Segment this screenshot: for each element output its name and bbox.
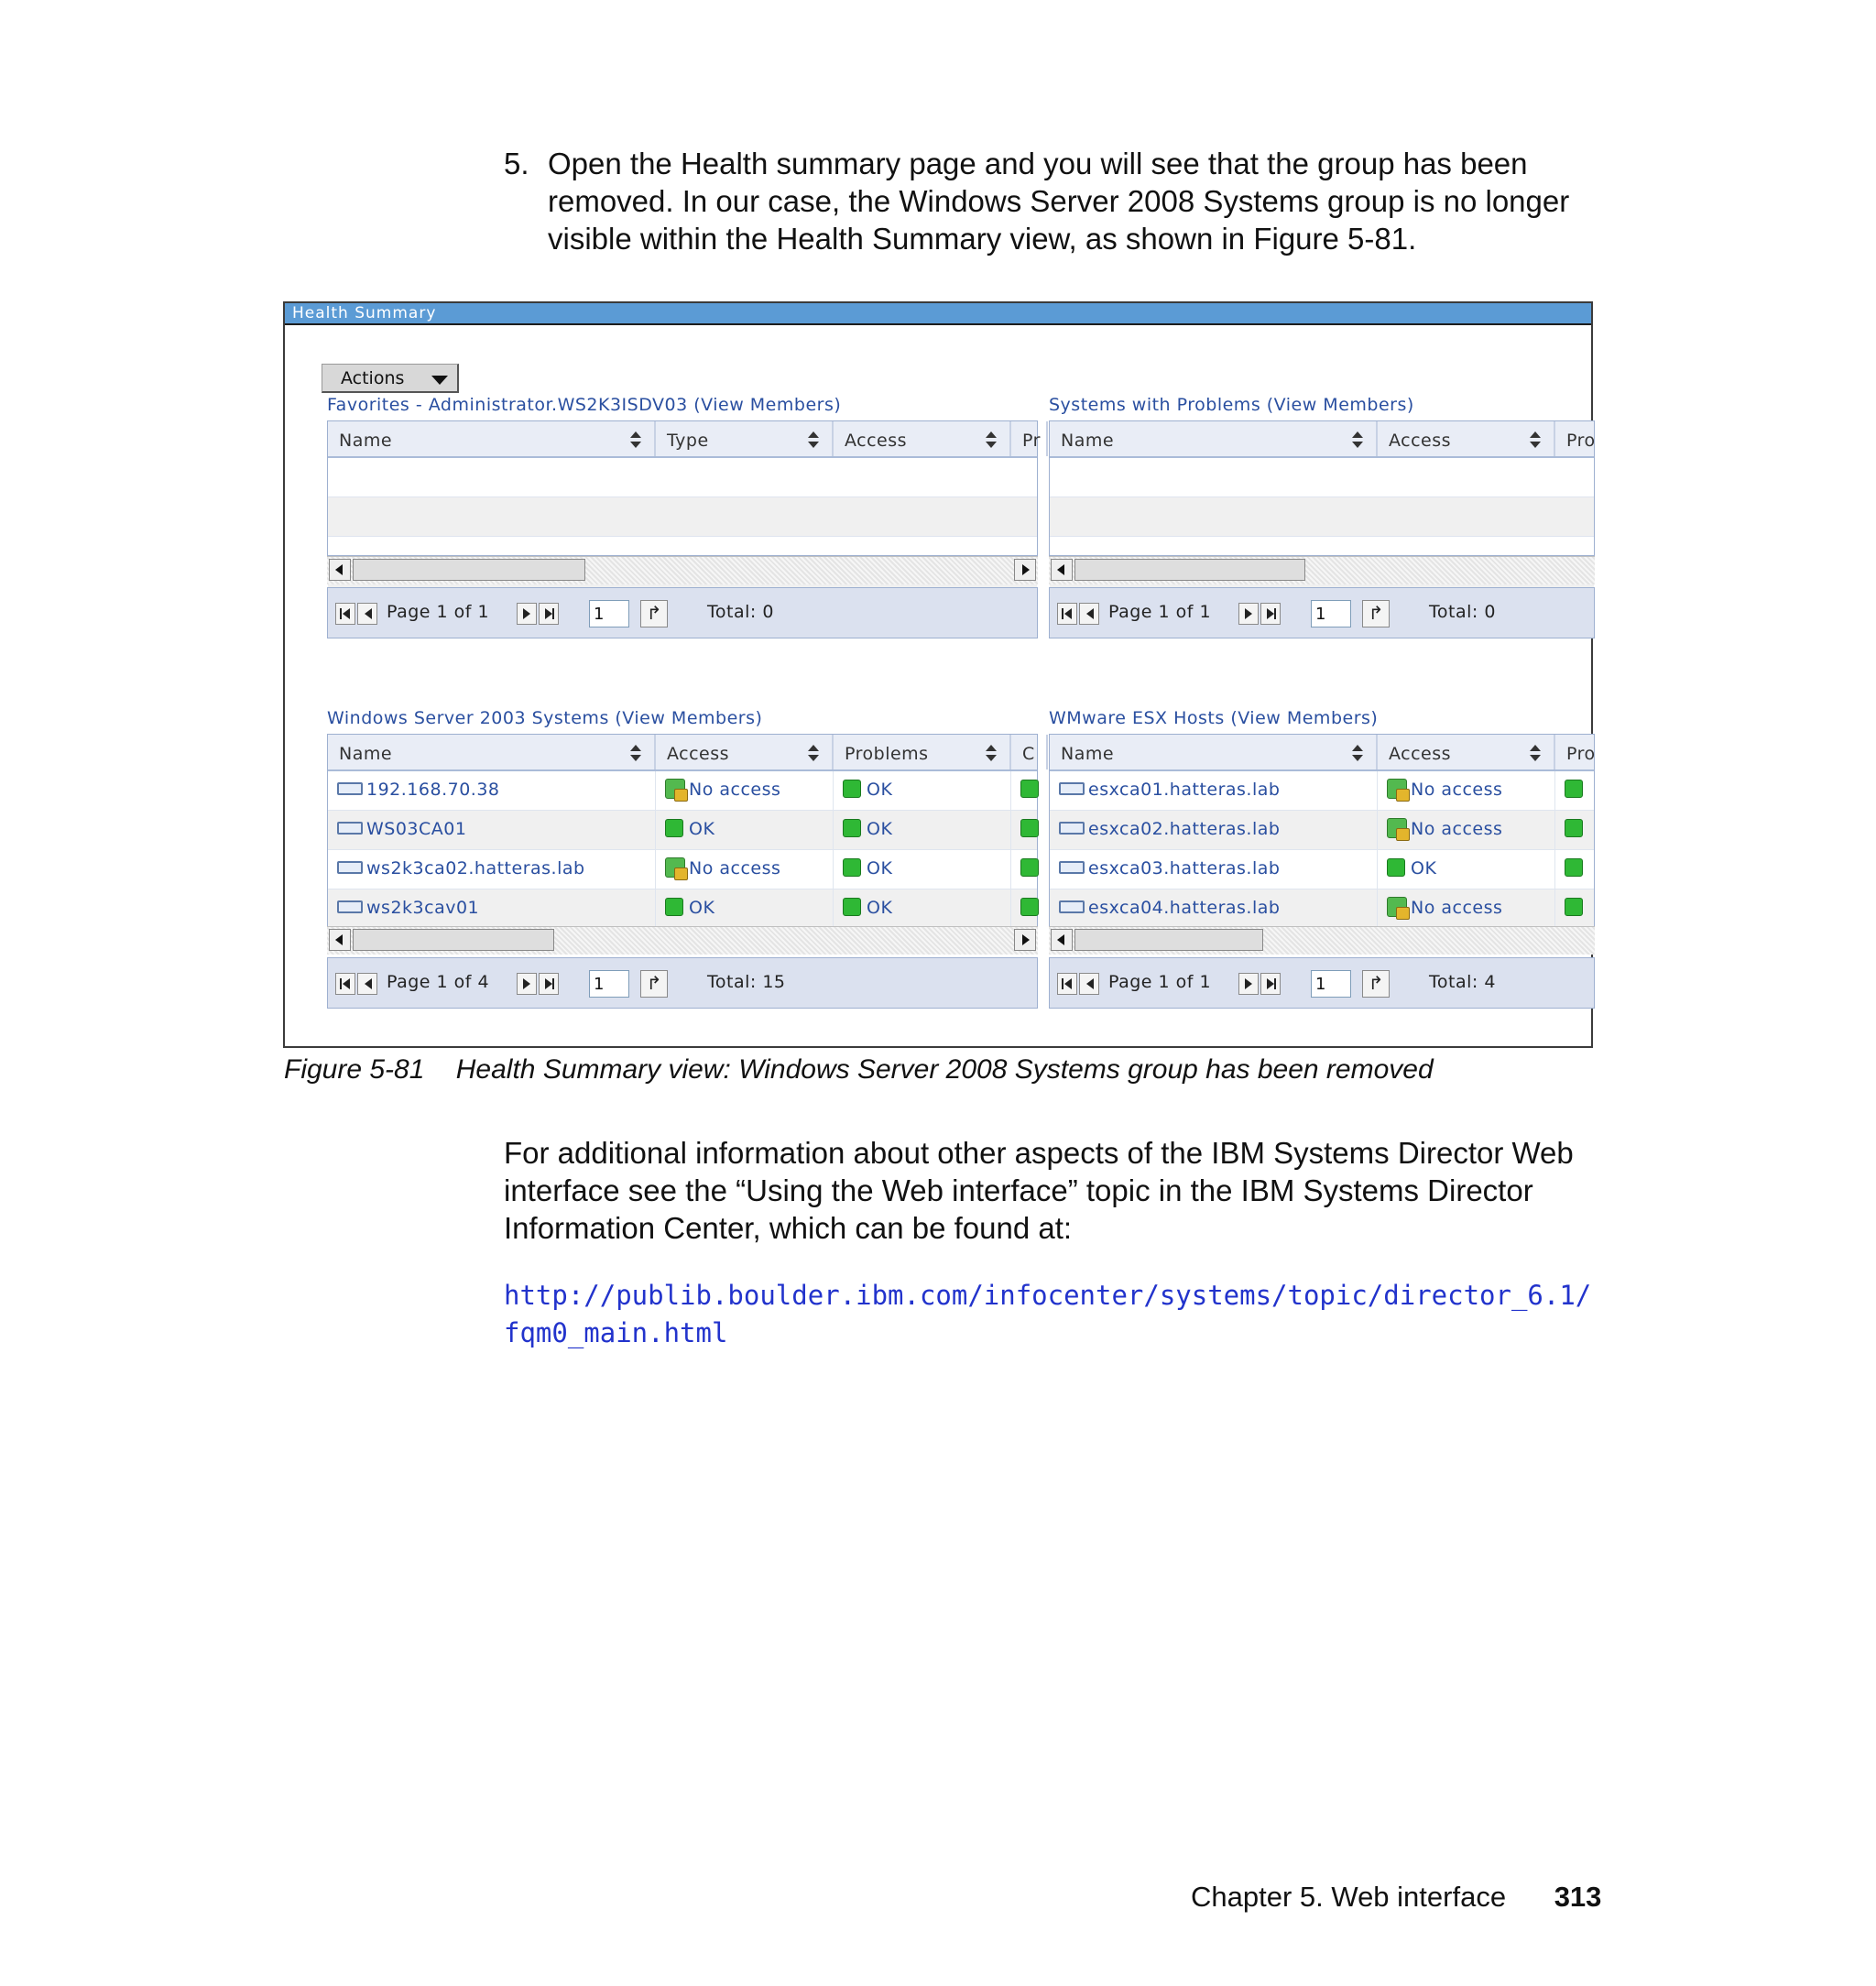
server-icon bbox=[337, 782, 363, 795]
total-count: Total: 0 bbox=[707, 602, 774, 622]
total-count: Total: 0 bbox=[1429, 602, 1496, 622]
table-row bbox=[328, 771, 1037, 811]
sort-icon[interactable] bbox=[630, 745, 641, 761]
figure-number: Figure 5-81 bbox=[284, 1054, 425, 1085]
access-status-link[interactable]: OK bbox=[689, 819, 715, 839]
table-header bbox=[328, 421, 1041, 458]
favorites-title-text: Favorites - Administrator.WS2K3ISDV03 bbox=[327, 395, 688, 415]
problems-panel-title bbox=[1049, 393, 1595, 417]
table-row bbox=[328, 458, 1037, 497]
column-header-access[interactable] bbox=[656, 735, 834, 769]
server-icon bbox=[1059, 782, 1085, 795]
column-header-type[interactable] bbox=[656, 421, 834, 456]
table-row bbox=[1050, 771, 1594, 811]
scroll-right-icon[interactable] bbox=[1014, 929, 1036, 951]
previous-page-icon[interactable] bbox=[357, 973, 377, 995]
column-header-name[interactable] bbox=[328, 421, 656, 456]
ok-status-icon bbox=[1020, 898, 1039, 916]
page-number: 313 bbox=[1554, 1881, 1602, 1913]
ok-status-icon bbox=[1565, 858, 1583, 877]
page-footer bbox=[1191, 1881, 1601, 1914]
row-compliance-cell bbox=[1011, 850, 1048, 889]
table-row bbox=[328, 889, 1037, 928]
ok-status-icon bbox=[843, 819, 861, 837]
column-label: Type bbox=[667, 431, 709, 451]
horizontal-scrollbar[interactable] bbox=[327, 556, 1038, 584]
page-label: Page 1 of 4 bbox=[387, 972, 490, 992]
body-paragraph: For additional information about other aspects of the IBM Systems Director Web interface see the “Using the Web interface” topic in the IBM Systems Director Information Center, which can be found at: bbox=[504, 1136, 1574, 1245]
table-row bbox=[1050, 497, 1594, 537]
system-name-link[interactable]: 192.168.70.38 bbox=[366, 780, 500, 800]
ok-status-icon bbox=[843, 780, 861, 798]
sort-icon[interactable] bbox=[986, 745, 997, 761]
row-problems-cell bbox=[834, 889, 1011, 928]
problems-view-members-link[interactable]: (View Members) bbox=[1266, 395, 1414, 415]
no-access-lock-icon bbox=[665, 779, 685, 799]
ok-status-icon bbox=[1565, 898, 1583, 916]
access-status-link[interactable]: No access bbox=[689, 858, 781, 878]
system-name-link[interactable]: WS03CA01 bbox=[366, 819, 467, 839]
row-access-cell bbox=[1378, 811, 1555, 849]
system-name-link[interactable]: esxca02.hatteras.lab bbox=[1088, 819, 1281, 839]
favorites-pager bbox=[327, 587, 1038, 638]
health-summary-title-bar: Health Summary bbox=[285, 303, 1591, 325]
esx-table bbox=[1049, 734, 1595, 928]
page-label: Page 1 of 1 bbox=[1108, 972, 1212, 992]
row-name-cell[interactable] bbox=[328, 889, 656, 928]
problems-table bbox=[1049, 420, 1595, 556]
no-access-lock-icon bbox=[1387, 779, 1407, 799]
column-label: C bbox=[1022, 744, 1035, 764]
page-number-input[interactable]: 1 bbox=[589, 600, 629, 627]
access-status-link[interactable]: No access bbox=[1411, 819, 1503, 839]
access-status-link[interactable]: No access bbox=[1411, 780, 1503, 800]
favorites-panel bbox=[327, 393, 1041, 624]
column-label: Problems bbox=[845, 744, 929, 764]
row-access-cell bbox=[656, 811, 834, 849]
access-status-link[interactable]: No access bbox=[1411, 898, 1503, 918]
problems-status-text: OK bbox=[867, 898, 893, 918]
favorites-view-members-link[interactable]: (View Members) bbox=[693, 395, 842, 415]
last-page-icon[interactable] bbox=[539, 603, 559, 625]
go-to-page-icon[interactable]: ↱ bbox=[640, 600, 668, 627]
column-label: Access bbox=[1389, 744, 1452, 764]
win2003-panel bbox=[327, 706, 1038, 1027]
column-header-access[interactable] bbox=[834, 421, 1011, 456]
system-name-link[interactable]: esxca01.hatteras.lab bbox=[1088, 780, 1281, 800]
no-access-lock-icon bbox=[665, 857, 685, 878]
server-icon bbox=[337, 900, 363, 913]
esx-title-text: WMware ESX Hosts bbox=[1049, 708, 1225, 728]
scroll-left-icon[interactable] bbox=[1051, 929, 1073, 951]
ok-status-icon bbox=[1020, 858, 1039, 877]
ok-status-icon bbox=[1565, 780, 1583, 798]
sort-icon[interactable] bbox=[630, 431, 641, 448]
row-problems-cell bbox=[834, 811, 1011, 849]
page-number-input[interactable]: 1 bbox=[1311, 600, 1351, 627]
row-problems-cell bbox=[1555, 811, 1610, 849]
ok-status-icon bbox=[843, 858, 861, 877]
ok-status-icon bbox=[665, 898, 683, 916]
column-header-compliance[interactable] bbox=[1011, 735, 1048, 769]
sort-icon[interactable] bbox=[1530, 431, 1541, 448]
row-name-cell[interactable] bbox=[328, 850, 656, 889]
next-page-icon[interactable] bbox=[517, 603, 537, 625]
next-page-icon[interactable] bbox=[1238, 603, 1259, 625]
next-page-icon[interactable] bbox=[517, 973, 537, 995]
win2003-table bbox=[327, 734, 1038, 928]
win2003-view-members-link[interactable]: (View Members) bbox=[615, 708, 763, 728]
column-label: Pr bbox=[1022, 431, 1041, 451]
system-name-link[interactable]: ws2k3cav01 bbox=[366, 898, 480, 918]
row-name-cell[interactable] bbox=[328, 771, 656, 810]
access-status-link[interactable]: OK bbox=[1411, 858, 1437, 878]
first-page-icon[interactable] bbox=[335, 973, 355, 995]
scroll-left-icon[interactable] bbox=[1051, 559, 1073, 581]
previous-page-icon[interactable] bbox=[1079, 603, 1099, 625]
total-count: Total: 15 bbox=[707, 972, 786, 992]
row-problems-cell bbox=[1555, 889, 1610, 928]
column-label: Pro bbox=[1566, 431, 1596, 451]
step-5 bbox=[504, 145, 1603, 257]
scroll-thumb[interactable] bbox=[353, 559, 585, 581]
column-header-problems[interactable] bbox=[1555, 735, 1610, 769]
problems-pager bbox=[1049, 587, 1595, 638]
previous-page-icon[interactable] bbox=[357, 603, 377, 625]
row-name-cell[interactable] bbox=[1050, 850, 1378, 889]
row-access-cell bbox=[656, 850, 834, 889]
last-page-icon[interactable] bbox=[1260, 973, 1281, 995]
column-header-problems[interactable] bbox=[1011, 421, 1048, 456]
column-header-name[interactable] bbox=[1050, 735, 1378, 769]
last-page-icon[interactable] bbox=[539, 973, 559, 995]
page-number-input[interactable]: 1 bbox=[1311, 970, 1351, 998]
column-label: Access bbox=[667, 744, 730, 764]
first-page-icon[interactable] bbox=[335, 603, 355, 625]
row-access-cell bbox=[656, 771, 834, 810]
row-name-cell[interactable] bbox=[1050, 771, 1378, 810]
column-header-name[interactable] bbox=[1050, 421, 1378, 456]
table-header bbox=[328, 735, 1037, 771]
go-to-page-icon[interactable]: ↱ bbox=[1362, 970, 1390, 998]
table-header bbox=[1050, 421, 1594, 458]
server-icon bbox=[1059, 861, 1085, 874]
scroll-thumb[interactable] bbox=[353, 929, 554, 951]
ok-status-icon bbox=[1020, 780, 1039, 798]
page-label: Page 1 of 1 bbox=[387, 602, 490, 622]
system-name-link[interactable]: ws2k3ca02.hatteras.lab bbox=[366, 858, 585, 878]
table-row bbox=[1050, 850, 1594, 889]
row-problems-cell bbox=[834, 850, 1011, 889]
win2003-panel-title bbox=[327, 706, 1038, 730]
column-header-name[interactable] bbox=[328, 735, 656, 769]
step-number: 5. bbox=[504, 147, 529, 180]
ok-status-icon bbox=[1387, 858, 1405, 877]
ok-status-icon bbox=[665, 819, 683, 837]
sort-icon[interactable] bbox=[1530, 745, 1541, 761]
sort-icon[interactable] bbox=[1352, 745, 1363, 761]
next-page-icon[interactable] bbox=[1238, 973, 1259, 995]
row-name-cell[interactable] bbox=[1050, 889, 1378, 928]
favorites-panel-title bbox=[327, 393, 1038, 417]
win2003-title-text: Windows Server 2003 Systems bbox=[327, 708, 609, 728]
total-count: Total: 4 bbox=[1429, 972, 1496, 992]
scroll-thumb[interactable] bbox=[1074, 559, 1305, 581]
column-header-access[interactable] bbox=[1378, 421, 1555, 456]
row-problems-cell bbox=[1555, 850, 1610, 889]
problems-status-text: OK bbox=[867, 780, 893, 800]
table-row bbox=[328, 497, 1037, 537]
horizontal-scrollbar[interactable] bbox=[1049, 556, 1595, 584]
scroll-right-icon[interactable] bbox=[1014, 559, 1036, 581]
row-access-cell bbox=[1378, 889, 1555, 928]
table-row bbox=[328, 811, 1037, 850]
chevron-down-icon bbox=[431, 376, 448, 385]
system-name-link[interactable]: esxca04.hatteras.lab bbox=[1088, 898, 1281, 918]
row-compliance-cell bbox=[1011, 889, 1048, 928]
access-status-link[interactable]: OK bbox=[689, 898, 715, 918]
table-row bbox=[1050, 889, 1594, 928]
row-problems-cell bbox=[834, 771, 1011, 810]
column-label: Access bbox=[1389, 431, 1452, 451]
row-access-cell bbox=[1378, 771, 1555, 810]
actions-button[interactable] bbox=[322, 364, 459, 393]
column-label: Name bbox=[339, 744, 393, 764]
sort-icon[interactable] bbox=[808, 745, 819, 761]
go-to-page-icon[interactable]: ↱ bbox=[640, 970, 668, 998]
horizontal-scrollbar[interactable] bbox=[327, 926, 1038, 955]
column-header-problems[interactable] bbox=[834, 735, 1011, 769]
esx-view-members-link[interactable]: (View Members) bbox=[1230, 708, 1379, 728]
row-access-cell bbox=[656, 889, 834, 928]
last-page-icon[interactable] bbox=[1260, 603, 1281, 625]
problems-status-text: OK bbox=[867, 858, 893, 878]
scroll-thumb[interactable] bbox=[1074, 929, 1263, 951]
scroll-left-icon[interactable] bbox=[329, 559, 351, 581]
table-row bbox=[1050, 458, 1594, 497]
previous-page-icon[interactable] bbox=[1079, 973, 1099, 995]
go-to-page-icon[interactable]: ↱ bbox=[1362, 600, 1390, 627]
ok-status-icon bbox=[1020, 819, 1039, 837]
column-label: Name bbox=[339, 431, 393, 451]
column-header-problems[interactable] bbox=[1555, 421, 1610, 456]
server-icon bbox=[337, 822, 363, 835]
table-row bbox=[328, 850, 1037, 889]
no-access-lock-icon bbox=[1387, 897, 1407, 917]
row-name-cell[interactable] bbox=[328, 811, 656, 849]
figure-caption bbox=[284, 1054, 1434, 1086]
page-number-input[interactable]: 1 bbox=[589, 970, 629, 998]
column-label: Name bbox=[1061, 744, 1115, 764]
system-name-link[interactable]: esxca03.hatteras.lab bbox=[1088, 858, 1281, 878]
server-icon bbox=[1059, 822, 1085, 835]
sort-icon[interactable] bbox=[1352, 431, 1363, 448]
sort-icon[interactable] bbox=[808, 431, 819, 448]
problems-title-text: Systems with Problems bbox=[1049, 395, 1261, 415]
column-header-access[interactable] bbox=[1378, 735, 1555, 769]
ok-status-icon bbox=[843, 898, 861, 916]
step-text: Open the Health summary page and you will see that the group has been removed. In our case, the Windows Server 2008 Systems group is no longer visible within the Health Summary view, as shown in Figure 5-81. bbox=[548, 147, 1570, 256]
esx-pager bbox=[1049, 957, 1595, 1009]
page-label: Page 1 of 1 bbox=[1108, 602, 1212, 622]
sort-icon[interactable] bbox=[986, 431, 997, 448]
actions-label: Actions bbox=[341, 368, 405, 388]
health-summary-figure bbox=[283, 301, 1596, 1048]
chapter-title: Chapter 5. Web interface bbox=[1191, 1881, 1507, 1913]
infocenter-url-link[interactable]: http://publib.boulder.ibm.com/infocenter/systems/topic/director_6.1/fqm0_main.html bbox=[504, 1280, 1592, 1348]
favorites-table bbox=[327, 420, 1041, 556]
column-label: Access bbox=[845, 431, 908, 451]
no-access-lock-icon bbox=[1387, 818, 1407, 838]
problems-status-text: OK bbox=[867, 819, 893, 839]
problems-panel bbox=[1049, 393, 1596, 624]
ok-status-icon bbox=[1565, 819, 1583, 837]
row-name-cell[interactable] bbox=[1050, 811, 1378, 849]
first-page-icon[interactable] bbox=[1057, 603, 1077, 625]
server-icon bbox=[1059, 900, 1085, 913]
row-access-cell bbox=[1378, 850, 1555, 889]
row-problems-cell bbox=[1555, 771, 1610, 810]
server-icon bbox=[337, 861, 363, 874]
scroll-left-icon[interactable] bbox=[329, 929, 351, 951]
row-compliance-cell bbox=[1011, 771, 1048, 810]
table-row bbox=[1050, 811, 1594, 850]
esx-panel-title bbox=[1049, 706, 1595, 730]
access-status-link[interactable]: No access bbox=[689, 780, 781, 800]
first-page-icon[interactable] bbox=[1057, 973, 1077, 995]
column-label: Pro bbox=[1566, 744, 1596, 764]
horizontal-scrollbar[interactable] bbox=[1049, 926, 1595, 955]
row-compliance-cell bbox=[1011, 811, 1048, 849]
win2003-pager bbox=[327, 957, 1038, 1009]
table-header bbox=[1050, 735, 1594, 771]
esx-panel bbox=[1049, 706, 1595, 1027]
figure-caption-text: Health Summary view: Windows Server 2008 Systems group has been removed bbox=[455, 1054, 1434, 1085]
column-label: Name bbox=[1061, 431, 1115, 451]
